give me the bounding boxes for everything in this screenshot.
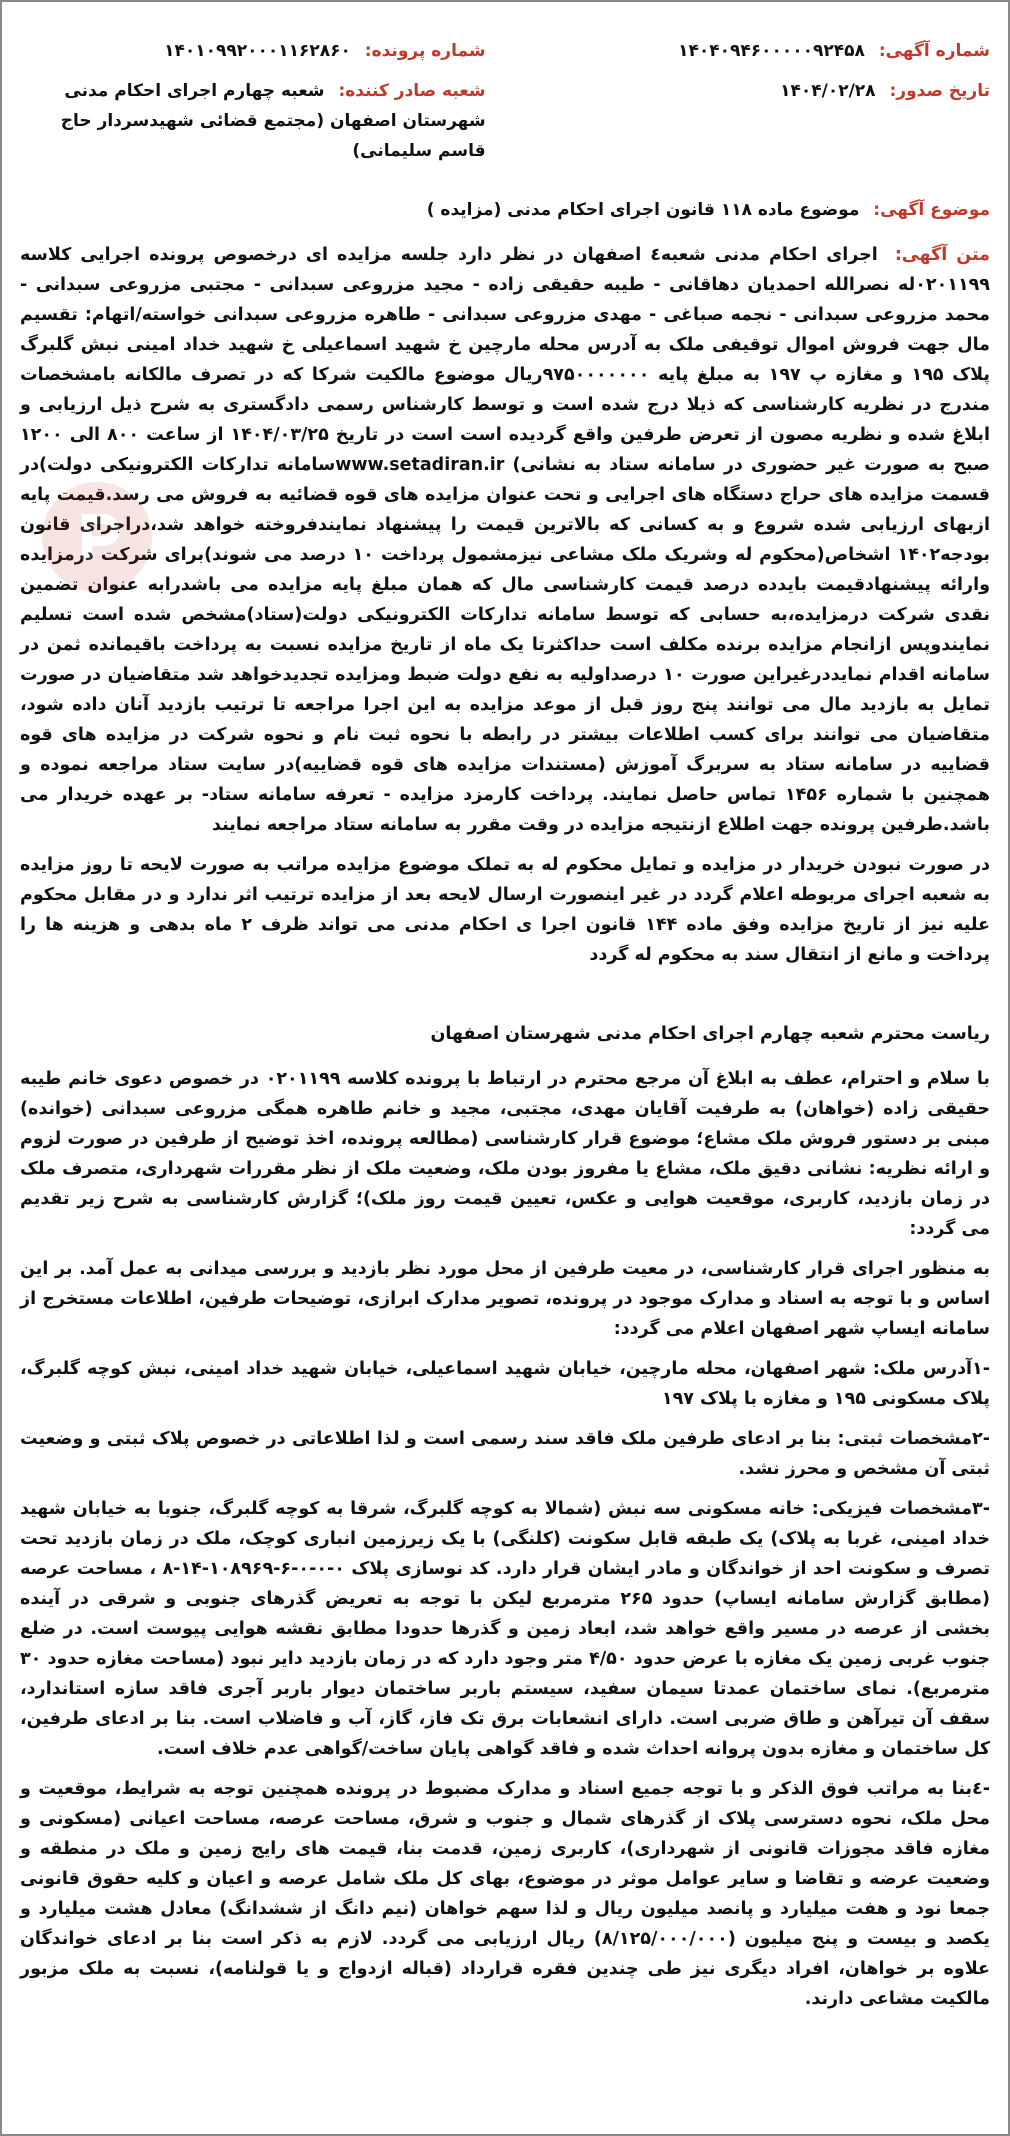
report-addressee: ریاست محترم شعبه چهارم اجرای احکام مدنی شهرستان اصفهان (430, 1024, 990, 1044)
subject-value: موضوع ماده ۱۱۸ قانون اجرای احکام مدنی (مزایده ) (426, 200, 860, 220)
issuer (20, 76, 486, 166)
report-body (20, 1064, 990, 2014)
report-item-valuation: -٤بنا به مراتب فوق الذکر و با توجه جمیع اسناد و مدارک مضبوط در پرونده همچنین توجه به شرایط، موقعیت و محل ملک، نحوه دسترسی پلاک از گذرهای شمال و جنوب و شرق، مساحت عرصه، مساحت اعیانی (مسکونی و مغازه فاقد مجوزات قانونی از شهرداری)، کاربری زمین، قدمت بنا، قیمت های رایج زمین و ملک در منطقه و وضعیت عرضه و تقاضا و سایر عوامل موثر در موضوع، بهای کل ملک شامل عرصه و اعیان و کلیه حقوق قانونی جمعا نود و هفت میلیارد و پانصد میلیون ریال و لذا سهم خواهان (نیم دانگ از ششدانگ) معادل هشت میلیارد و یکصد و بیست و پنج میلیون (۸/۱۲۵/۰۰۰/۰۰۰) ریال ارزیابی می گردد. لازم به ذکر است بنا بر ادعای خواندگان علاوه بر خواهان، افراد دیگری نیز طی چندین فقره قرارداد (قباله ازدواج و یا قولنامه)، نسبت به ملک مزبور مالکیت مشاعی دارند. (20, 1779, 990, 2009)
ad-number (524, 36, 990, 66)
header (20, 36, 990, 166)
report-intro: با سلام و احترام، عطف به ابلاغ آن مرجع محترم در ارتباط با پرونده کلاسه ۰۲۰۱۱۹۹ در خصوص دعوی خانم طیبه حقیقی زاده (خواهان) به طرفیت آقایان مهدی، مجتبی، مجید و خانم طاهره همگی مزروعی سبدانی (خوانده) مبنی بر دستور فروش ملک مشاع؛ موضوع قرار کارشناسی (مطالعه پرونده، اخذ توضیح از طرفین در صورت لزوم و ارائه نظریه: نشانی دقیق ملک، مشاع یا مفروز بودن ملک، وضعیت ملک از نظر مقررات شهرداری، متصرف ملک در زمان بازدید، کاربری، موقعیت هوایی و عکس، تعیین قیمت روز ملک)؛ گزارش کارشناسی به شرح زیر تقدیم می گردد: (20, 1069, 990, 1239)
report-item-registration: -۲مشخصات ثبتی: بنا بر ادعای طرفین ملک فاقد سند رسمی است و لذا اطلاعاتی در خصوص پلاک ثبتی و وضعیت ثبتی آن مشخص و محرز نشد. (20, 1429, 990, 1479)
issuer-label: شعبه صادر کننده: (338, 81, 486, 101)
notice-followup: در صورت نبودن خریدار در مزایده و تمایل محکوم له به تملک موضوع مزایده مراتب به صورت لایحه تا روز مزایده به شعبه اجرای مربوطه اعلام گردد در غیر اینصورت ارسال لایحه بعد از مزایده ترتیب اثر ندارد و در مقابل محکوم علیه نیز از تاریخ مزایده وفق ماده ۱۴۴ قانون اجرا ی احکام مدنی می تواند ظرف ۲ ماه بدهی و هزینه ها را پرداخت و مانع از انتقال سند به محکوم له گردد (20, 855, 990, 965)
ad-number-value: ۱۴۰۴۰۹۴۶۰۰۰۰۰۹۲۴۵۸ (678, 41, 865, 61)
header-right (524, 36, 990, 106)
notice-body (20, 240, 990, 970)
report-item-physical: -۳مشخصات فیزیکی: خانه مسکونی سه نبش (شمالا به کوچه گلبرگ، شرقا به کوچه گلبرگ، جنوبا به خیابان شهید خداد امینی، غربا به پلاک) یک طبقه قابل سکونت (کلنگی) با یک زیرزمین انباری کوچک، ملک در زمان بازدید تحت تصرف و سکونت احد از خواندگان و مادر ایشان قرار دارد. کد نوسازی پلاک ۰-۰-۰-۶-۱۰۸۹۶۹-۱۴-۸ ، مساحت عرصه (مطابق گزارش سامانه ایساپ) حدود ۲۶۵ مترمربع لیکن با توجه به تعریض گذرهای جنوبی و شرقی در آینده بخشی از عرصه در مسیر واقع خواهد شد، ابعاد زمین و گذرها حدودا مطابق نقشه هوایی پیوست است. در ضلع جنوب غربی زمین یک مغازه با عرض حدود ۴/۵۰ متر وجود دارد که در زمان بازدید دایر نبود (مساحت مغازه حدود ۳۰ مترمربع). نمای ساختمان عمدتا سیمان سفید، سیستم باربر ساختمان دیوار باربر آجری فاقد سازه استاندارد، سقف آن تیرآهن و طاق ضربی است. دارای انشعابات برق تک فاز، گاز، آب و فاضلاب است. بنا بر ادعای طرفین، کل ساختمان و مغازه بدون پروانه احداث شده و فاقد گواهی پایان ساخت/گواهی عدم خلاف است. (20, 1499, 990, 1759)
case-number (20, 36, 486, 66)
notice-content: اجرای احکام مدنی شعبه٤ اصفهان در نظر دارد جلسه مزایده ای درخصوص پرونده اجرایی کلاسه ۰۲۰۱۱۹۹له نصرالله احمدیان دهاقانی - طیبه حقیقی زاده - مجید مزروعی سبدانی - مجتبی مزروعی سبدانی - محمد مزروعی سبدانی - نجمه صباغی - مهدی مزروعی سبدانی - طاهره مزروعی سبدانی خواسته/اتهام: تقسیم مال جهت فروش اموال توقیفی ملک به آدرس محله مارچین خ شهید اسماعیلی خ شهید خداد امینی نبش گلبرگ پلاک ۱۹۵ و مغازه پ ۱۹۷ به مبلغ پایه ۹۷۵۰۰۰۰۰۰۰ریال موضوع مالکیت شرکا که در تصرف مالکانه بامشخصات مندرج در نظریه کارشناسی که ذیلا درج شده است و توسط کارشناس رسمی دادگستری به شرح ذیل ارزیابی و ابلاغ شده و نظریه مصون از تعرض طرفین واقع گردیده است است در تاریخ ۱۴۰۴/۰۳/۲۵ از ساعت ۸۰۰ الی ۱۲۰۰ صبح به صورت غیر حضوری در سامانه ستاد به نشانی) www.setadiran.irسامانه تدارکات الکترونیکی دولت)در قسمت مزایده های حراج دستگاه های اجرایی و تحت عنوان مزایده های قوه قضائیه به فروش می رسد.قیمت پایه ازبهای ارزیابی شده شروع و به کسانی که بالاترین قیمت را پیشنهاد نمایندفروخته خواهد شد،دراجرای قانون بودجه۱۴۰۲ اشخاص(محکوم له وشریک ملک مشاعی نیزمشمول پرداخت ۱۰ درصد می شوند)برای شرکت درمزایده وارائه پیشنهادقیمت بایدده درصد قیمت کارشناسی مال که همان مبلغ پایه مزایده می باشدرابه عنوان تضمین نقدی شرکت درمزایده،به حسابی که توسط سامانه تدارکات الکترونیکی دولت(ستاد)مشخص شده است تسلیم نمایندوپس ازانجام مزایده برنده مکلف است حداکثرتا یک ماه از تاریخ مزایده نسبت به پرداخت باقیمانده ثمن در سامانه اقدام نمایددرغیراین صورت ۱۰ درصداولیه به نفع دولت ضبط ومزایده تجدیدخواهد شد متقاضیان در صورت تمایل به بازدید مال می توانند پنج روز قبل از موعد مزایده به این اجرا مراجعه تا ترتیب بازدید آنان داده شود، متقاضیان می توانند برای کسب اطلاعات بیشتر در رابطه با نحوه ثبت نام و نحوه شرکت در مزایده های قوه قضاییه در سامانه ستاد به سربرگ آموزش (مستندات مزایده های قوه قضاییه)در سایت ستاد مراجعه نموده و همچنین با شماره ۱۴۵۶ تماس حاصل نمایند. پرداخت کارمزد مزایده - تعرفه سامانه ستاد- بر عهده خریدار می باشد.طرفین پرونده جهت اطلاع ازنتیجه مزایده در وقت مقرر به سامانه ستاد مراجعه نمایند (20, 245, 991, 835)
issue-date-label: تاریخ صدور: (889, 81, 990, 101)
issue-date-value: ۱۴۰۴/۰۲/۲۸ (780, 81, 876, 101)
case-number-value: ۱۴۰۱۰۹۹۲۰۰۰۱۱۶۲۸۶۰ (164, 41, 351, 61)
case-number-label: شماره پرونده: (364, 41, 486, 61)
notice-label: متن آگهی: (894, 245, 990, 265)
notice-text (20, 240, 990, 840)
report-method: به منظور اجرای قرار کارشناسی، در معیت طرفین از محل مورد نظر بازدید و بررسی میدانی به عمل آمد. بر این اساس و با توجه به اسناد و مدارک موجود در پرونده، تصویر مدارک ابرازی، توضیحات طرفین، اطلاعات مستخرج از سامانه ایساپ شهر اصفهان اعلام می گردد: (20, 1259, 990, 1339)
header-left (20, 36, 486, 166)
ad-number-label: شماره آگهی: (878, 41, 990, 61)
report-item-address: -۱آدرس ملک: شهر اصفهان، محله مارچین، خیابان شهید اسماعیلی، خیابان شهید خداد امینی، نبش کوچه گلبرگ، پلاک مسکونی ۱۹۵ و مغازه با پلاک ۱۹۷ (20, 1359, 990, 1409)
issuer-value: شعبه چهارم اجرای احکام مدنی شهرستان اصفهان (مجتمع قضائی شهیدسردار حاج قاسم سلیمانی) (60, 81, 486, 161)
subject-label: موضوع آگهی: (873, 200, 990, 220)
subject (20, 200, 990, 220)
issue-date (524, 76, 990, 106)
